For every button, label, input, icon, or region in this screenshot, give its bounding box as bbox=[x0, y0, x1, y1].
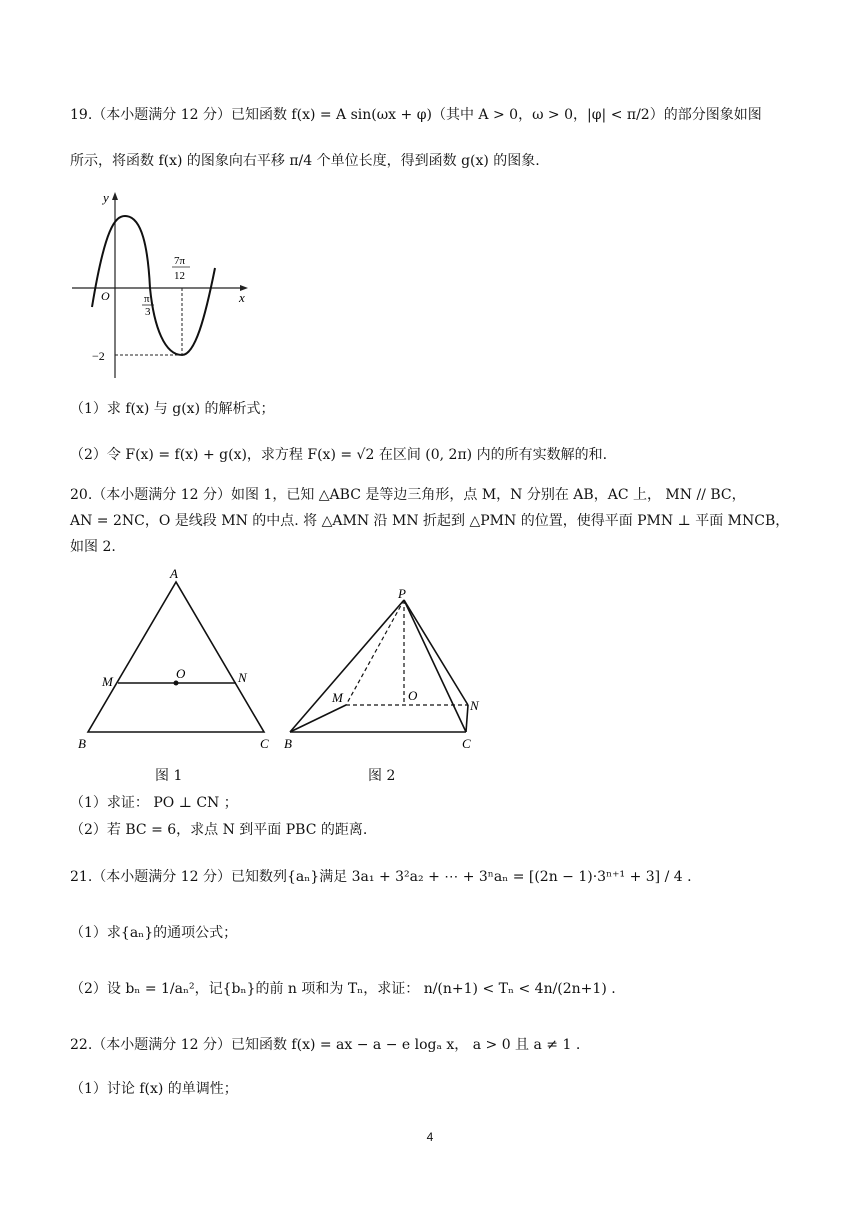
q20-part2: （2）若 BC = 6，求点 N 到平面 PBC 的距离. bbox=[70, 822, 368, 838]
label-o: O bbox=[176, 666, 186, 681]
q20-stem-line2: AN = 2NC，O 是线段 MN 的中点. 将 △AMN 沿 MN 折起到 △PMN 的位置，使得平面 PMN ⊥ 平面 MNCB， bbox=[70, 513, 790, 529]
label-b: B bbox=[284, 736, 292, 751]
min-value-label: −2 bbox=[92, 349, 105, 363]
edge-pm bbox=[346, 600, 404, 705]
triangle-abc bbox=[88, 582, 264, 732]
q20-stem-line1: 20.（本小题满分 12 分）如图 1，已知 △ABC 是等边三角形，点 M，N 分别在 AB，AC 上， MN // BC， bbox=[70, 487, 746, 503]
label-p: P bbox=[398, 586, 406, 601]
label-c: C bbox=[260, 736, 269, 751]
label-m: M bbox=[102, 674, 113, 689]
q21-stem: 21.（本小题满分 12 分）已知数列{aₙ}满足 3a₁ + 3²a₂ + ⋯ + 3ⁿaₙ = [(2n − 1)·3ⁿ⁺¹ + 3] / 4 . bbox=[70, 869, 692, 885]
q19-stem-line1: 19.（本小题满分 12 分）已知函数 f(x) = A sin(ωx + φ)（其中 A > 0，ω > 0，|φ| < π/2）的部分图象如图 bbox=[70, 107, 762, 123]
label-n: N bbox=[238, 670, 247, 685]
edge-pc bbox=[404, 600, 466, 732]
q19-part2: （2）令 F(x) = f(x) + g(x)，求方程 F(x) = √2 在区间 (0, 2π) 内的所有实数解的和. bbox=[70, 447, 608, 463]
q20-figure-2 bbox=[282, 584, 492, 752]
q21-part1: （1）求{aₙ}的通项公式； bbox=[70, 925, 238, 941]
x-axis-label: x bbox=[239, 290, 245, 305]
y-axis-arrow bbox=[112, 192, 118, 200]
figure-1-caption: 图 1 bbox=[155, 768, 183, 784]
edge-pb bbox=[290, 600, 404, 732]
y-axis-label: y bbox=[103, 190, 109, 205]
page-number: 4 bbox=[426, 1130, 434, 1144]
label-o: O bbox=[408, 688, 418, 703]
q19-stem-line2: 所示，将函数 f(x) 的图象向右平移 π/4 个单位长度，得到函数 g(x) 的图象. bbox=[70, 153, 540, 169]
q20-part1: （1）求证： PO ⊥ CN ； bbox=[70, 795, 238, 811]
origin-label: O bbox=[101, 289, 110, 303]
sine-curve bbox=[92, 216, 215, 355]
q22-part1: （1）讨论 f(x) 的单调性； bbox=[70, 1081, 238, 1097]
q19-part1: （1）求 f(x) 与 g(x) 的解析式； bbox=[70, 401, 275, 417]
edge-bm bbox=[290, 705, 346, 732]
q22-stem: 22.（本小题满分 12 分）已知函数 f(x) = ax − a − e logₐ x， a > 0 且 a ≠ 1 . bbox=[70, 1037, 581, 1053]
figure-2-caption: 图 2 bbox=[368, 768, 396, 784]
q19-sine-graph bbox=[70, 188, 250, 380]
tick-7pi-12-num: 7π bbox=[174, 255, 186, 267]
q20-stem-line3: 如图 2. bbox=[70, 539, 116, 555]
tick-pi-3-num: π bbox=[144, 293, 150, 305]
q21-part2: （2）设 bₙ = 1/aₙ²，记{bₙ}的前 n 项和为 Tₙ，求证： n/(n+1) < Tₙ < 4n/(2n+1) . bbox=[70, 981, 616, 997]
tick-7pi-12-den: 12 bbox=[174, 270, 185, 282]
tick-pi-3-den: 3 bbox=[145, 306, 151, 318]
label-b: B bbox=[78, 736, 86, 751]
point-o bbox=[174, 681, 179, 686]
label-c: C bbox=[462, 736, 471, 751]
label-a: A bbox=[170, 566, 178, 581]
label-n: N bbox=[470, 698, 479, 713]
q20-figure-1 bbox=[74, 566, 284, 752]
edge-cn bbox=[466, 705, 468, 732]
label-m: M bbox=[332, 690, 343, 705]
